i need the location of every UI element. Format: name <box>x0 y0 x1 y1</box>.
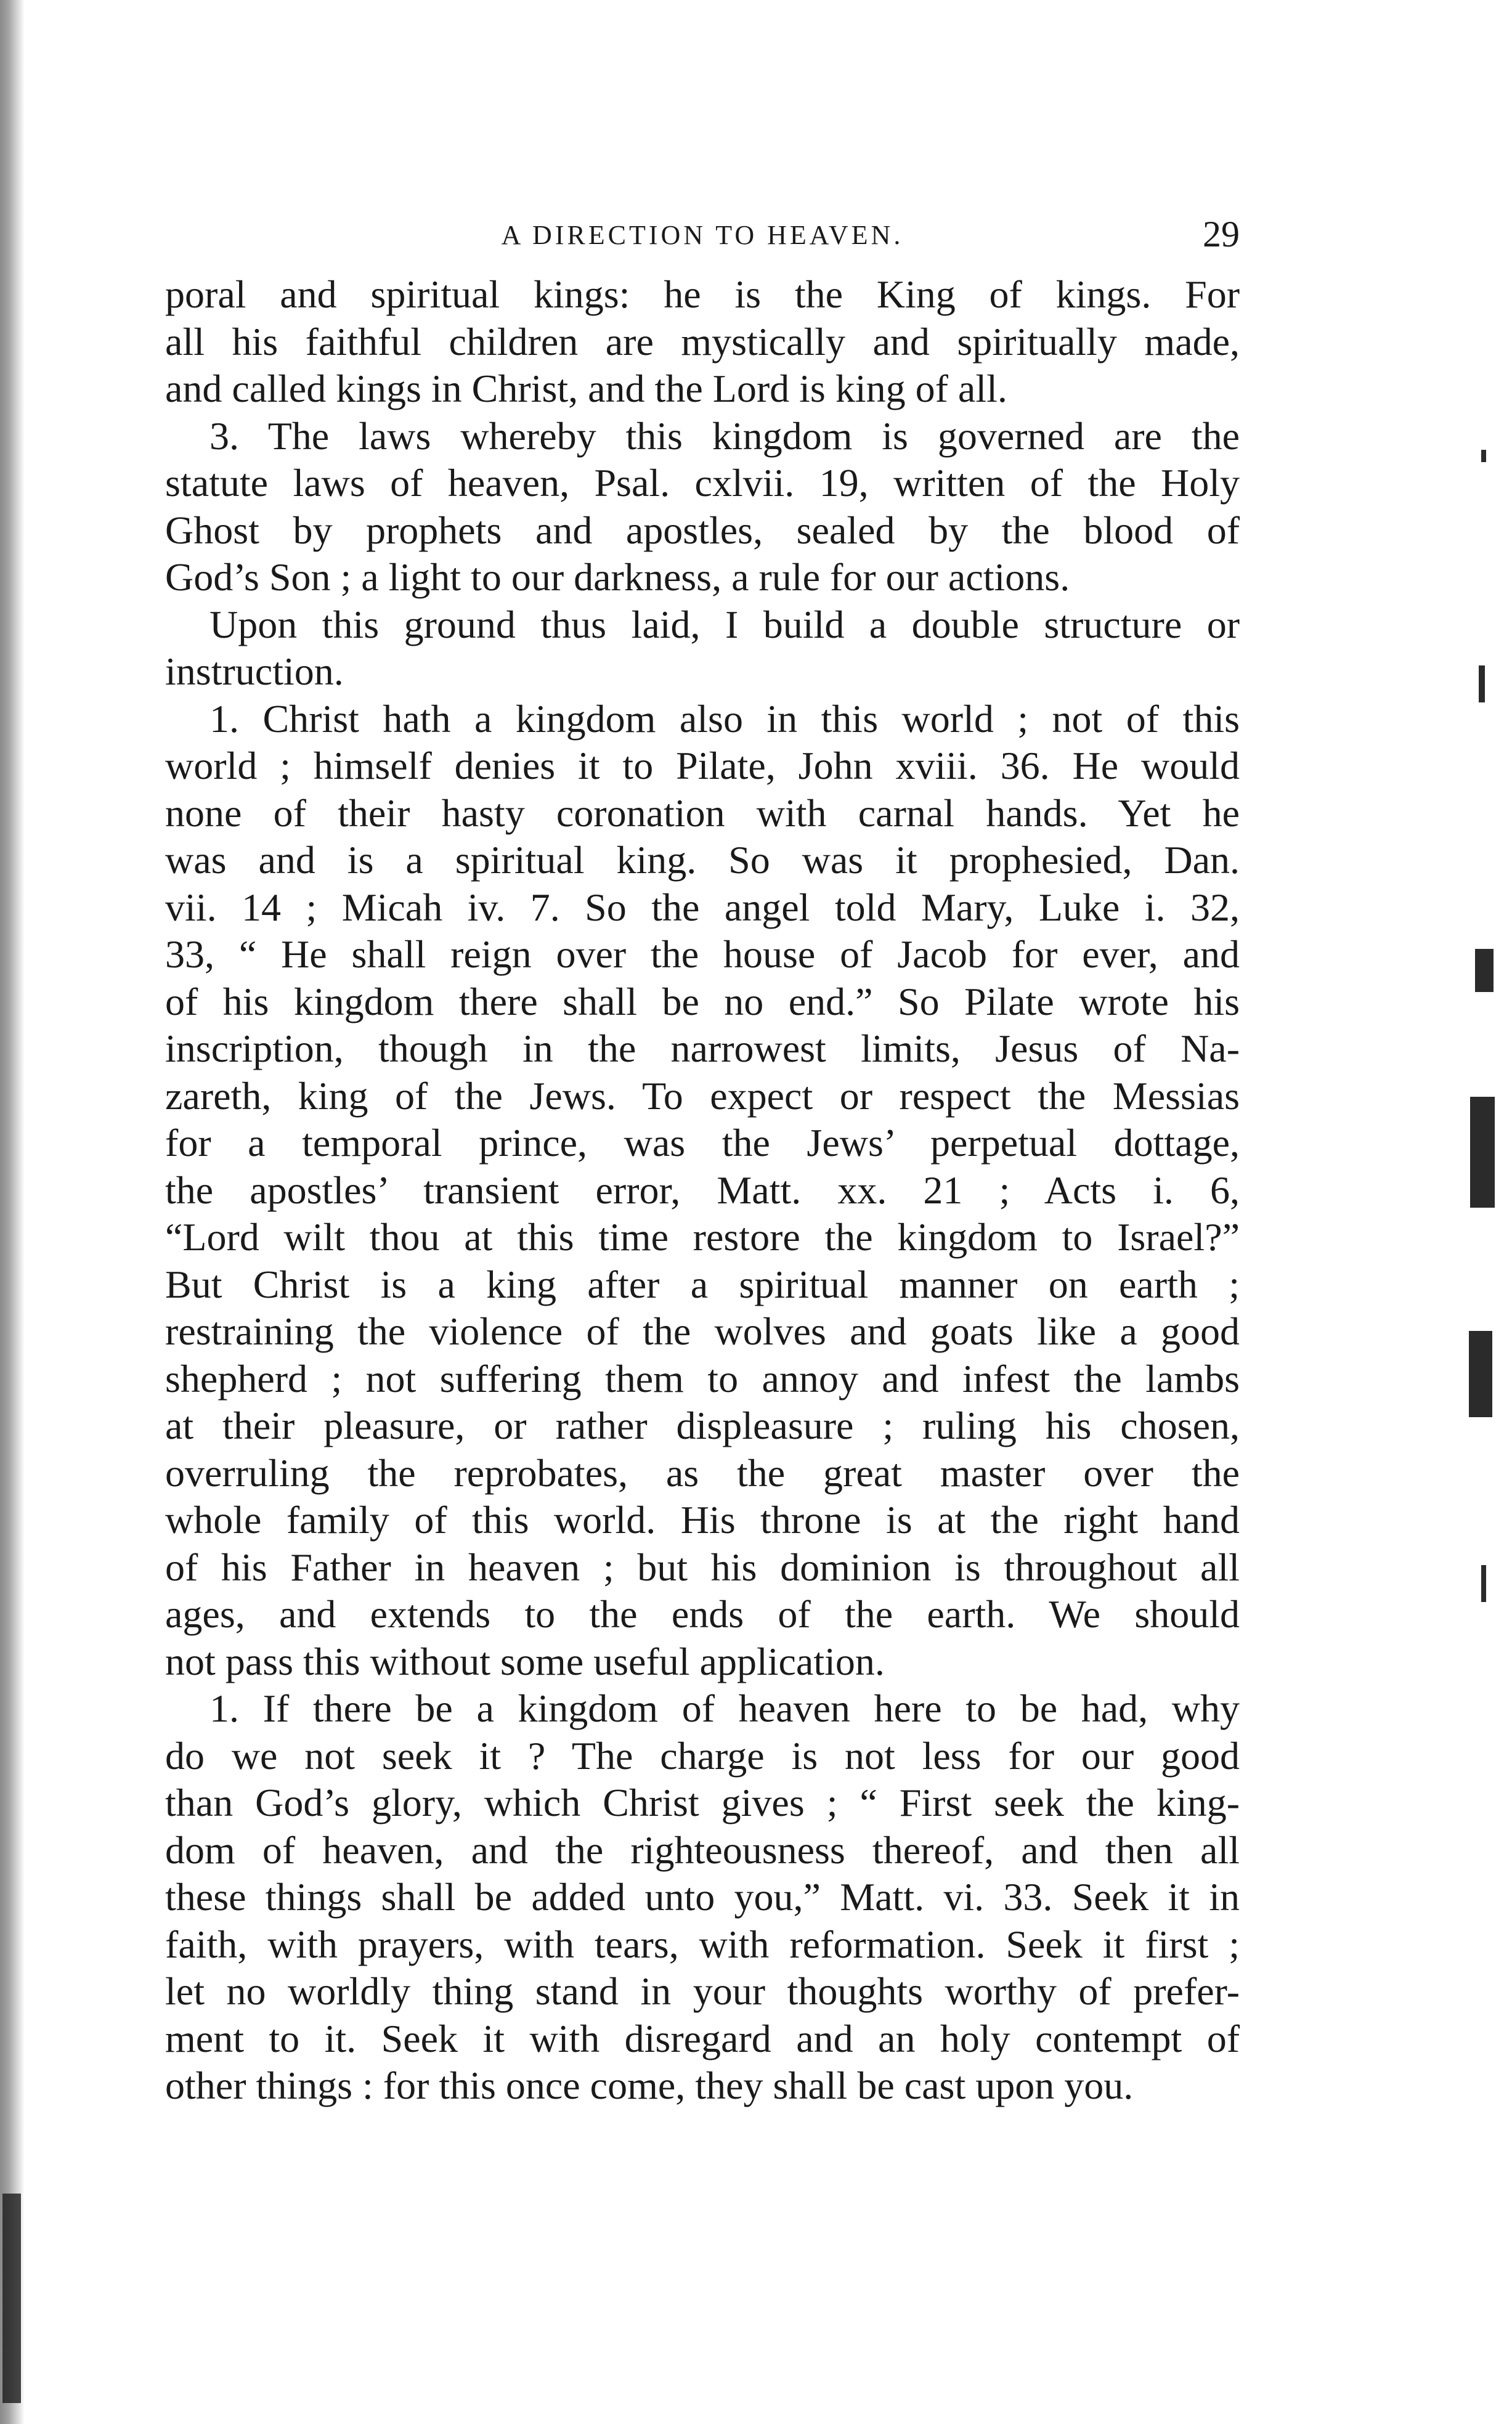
text-line: was and is a spiritual king. So was it prophesied, Dan. <box>165 838 1240 882</box>
text-line: inscription, though in the narrowest limits, Jesus of Na- <box>165 1027 1240 1070</box>
text-line: ages, and extends to the ends of the earth. We should <box>165 1592 1240 1636</box>
text-line: statute laws of heaven, Psal. cxlvii. 19, written of the Holy <box>165 461 1240 505</box>
text-line: of his Father in heaven ; but his dominion is throughout all <box>165 1545 1240 1589</box>
text-line: not pass this without some useful application. <box>165 1639 885 1683</box>
text-line: than God’s glory, which Christ gives ; “ First seek the king- <box>165 1781 1240 1824</box>
running-title: A DIRECTION TO HEAVEN. <box>501 220 904 250</box>
edge-mark <box>1469 1331 1492 1417</box>
text-line: the apostles’ transient error, Matt. xx. 21 ; Acts i. 6, <box>165 1168 1240 1212</box>
text-line: 3. The laws whereby this kingdom is governed are the <box>209 413 1240 458</box>
text-line: world ; himself denies it to Pilate, John xviii. 36. He would <box>165 744 1240 787</box>
text-line: none of their hasty coronation with carnal hands. Yet he <box>165 791 1240 835</box>
text-line: at their pleasure, or rather displeasure ; ruling his chosen, <box>165 1404 1240 1447</box>
text-line: 1. Christ hath a kingdom also in this world ; not of this <box>209 696 1240 741</box>
text-line: 33, “ He shall reign over the house of Jacob for ever, and <box>165 932 1240 976</box>
text-line: 1. If there be a kingdom of heaven here to be had, why <box>209 1686 1240 1730</box>
edge-mark <box>1481 1565 1486 1602</box>
body-text <box>165 271 1240 2110</box>
text-line: and called kings in Christ, and the Lord is king of all. <box>165 367 1007 410</box>
text-line: do we not seek it ? The charge is not less for our good <box>165 1733 1240 1778</box>
text-line: vii. 14 ; Micah iv. 7. So the angel told Mary, Luke i. 32, <box>165 885 1240 929</box>
text-line: poral and spiritual kings: he is the King of kings. For <box>165 272 1240 316</box>
text-line: shepherd ; not suffering them to annoy and infest the lambs <box>165 1356 1240 1401</box>
edge-mark <box>1481 450 1486 462</box>
binding-shadow-dark <box>2 2194 21 2403</box>
text-line: zareth, king of the Jews. To expect or respect the Messias <box>165 1073 1240 1118</box>
text-line: dom of heaven, and the righteousness thereof, and then all <box>165 1828 1240 1872</box>
text-line: of his kingdom there shall be no end.” So Pilate wrote his <box>165 979 1240 1023</box>
text-line: these things shall be added unto you,” Matt. vi. 33. Seek it in <box>165 1875 1240 1919</box>
edge-mark <box>1470 1097 1495 1208</box>
page-number: 29 <box>1203 214 1240 254</box>
text-line: But Christ is a king after a spiritual manner on earth ; <box>165 1262 1240 1306</box>
text-line: overruling the reprobates, as the great master over the <box>165 1450 1240 1495</box>
text-line: faith, with prayers, with tears, with reformation. Seek it first ; <box>165 1922 1240 1966</box>
text-line: restraining the violence of the wolves and goats like a good <box>165 1309 1240 1353</box>
text-line: God’s Son ; a light to our darkness, a rule for our actions. <box>165 555 1070 599</box>
edge-mark <box>1475 949 1494 992</box>
text-line: ment to it. Seek it with disregard and an holy contempt of <box>165 2016 1240 2060</box>
binding-shadow <box>0 0 25 2424</box>
edge-mark <box>1479 665 1485 702</box>
text-line: other things : for this once come, they shall be cast upon you. <box>165 2064 1134 2107</box>
text-line: let no worldly thing stand in your thoughts worthy of prefer- <box>165 1969 1240 2013</box>
text-line: instruction. <box>165 649 344 693</box>
bleed-through-marks <box>1457 394 1512 1935</box>
running-head <box>165 209 1240 259</box>
text-line: Ghost by prophets and apostles, sealed by the blood of <box>165 508 1240 552</box>
text-line: all his faithful children are mystically and spiritually made, <box>165 319 1240 364</box>
text-line: “Lord wilt thou at this time restore the kingdom to Israel?” <box>165 1215 1240 1259</box>
text-line: Upon this ground thus laid, I build a double structure or <box>209 602 1240 646</box>
text-line: for a temporal prince, was the Jews’ perpetual dottage, <box>165 1121 1240 1165</box>
text-line: whole family of this world. His throne is at the right hand <box>165 1498 1240 1542</box>
